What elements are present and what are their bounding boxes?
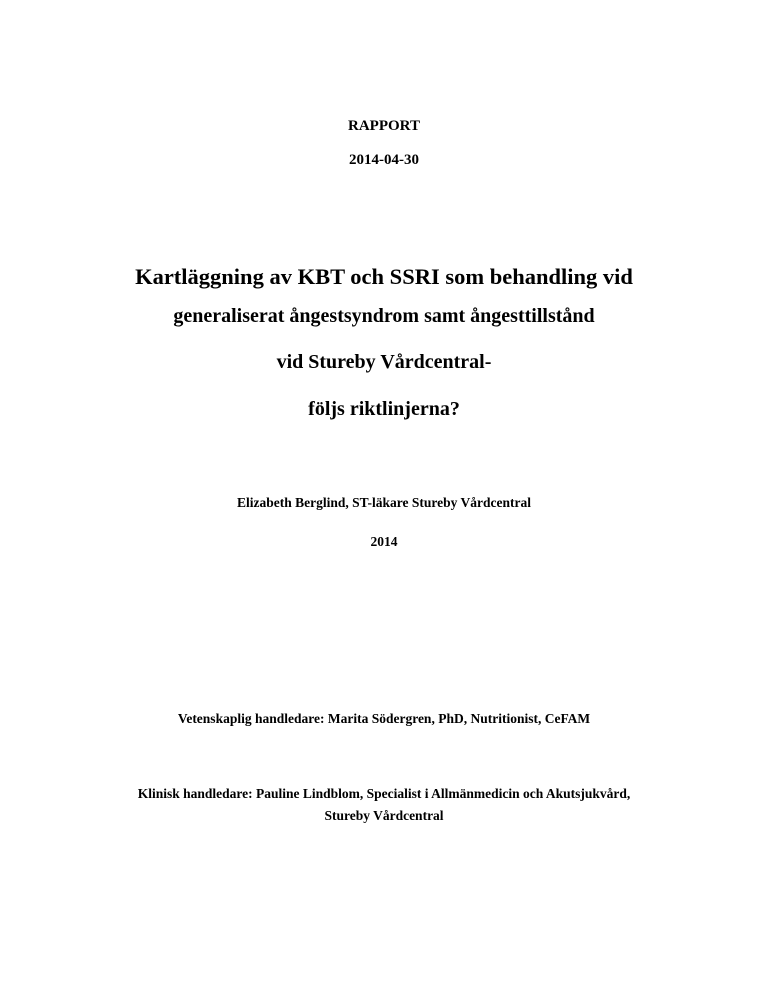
- title-line-3: vid Stureby Vårdcentral-: [276, 351, 492, 373]
- scientific-supervisor: Vetenskaplig handledare: Marita Södergren, PhD, Nutritionist, CeFAM: [177, 711, 591, 726]
- title-line-4: följs riktlinjerna?: [308, 398, 460, 420]
- clinical-supervisor-line-1: Klinisk handledare: Pauline Lindblom, Specialist i Allmänmedicin och Akutsjukvård,: [137, 786, 631, 801]
- report-label: RAPPORT: [348, 118, 420, 134]
- author-year: 2014: [370, 534, 398, 549]
- author-line: Elizabeth Berglind, ST-läkare Stureby Vårdcentral: [237, 495, 531, 510]
- report-date: 2014-04-30: [349, 152, 419, 168]
- title-line-2: generaliserat ångestsyndrom samt ångesttillstånd: [173, 305, 595, 327]
- title-line-1: Kartläggning av KBT och SSRI som behandling vid: [135, 264, 633, 289]
- clinical-supervisor-line-2: Stureby Vårdcentral: [324, 808, 444, 823]
